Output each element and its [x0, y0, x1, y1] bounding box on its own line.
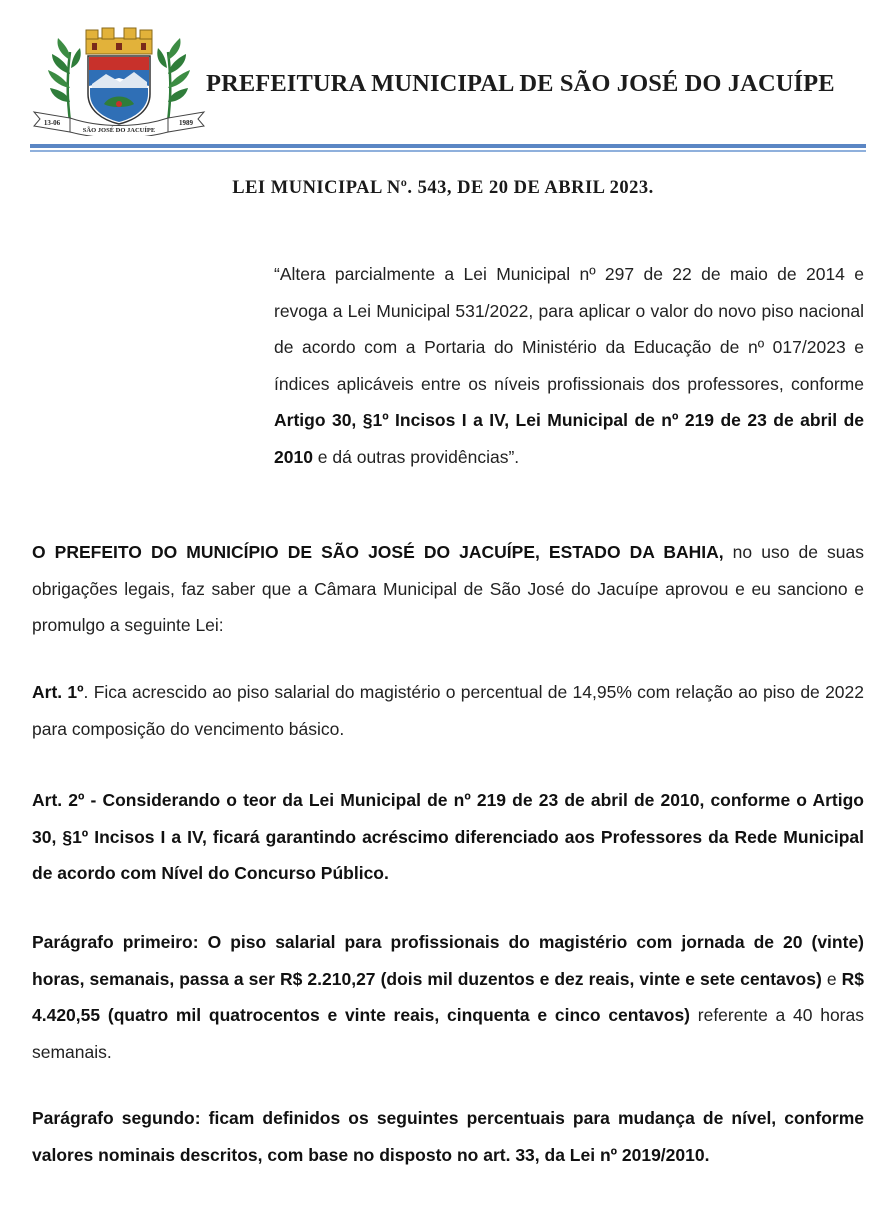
left-plant-icon: [48, 38, 81, 122]
ribbon-left-text: 13-06: [43, 119, 61, 127]
header-divider: [30, 144, 866, 148]
article-1: [32, 674, 864, 747]
ribbon-center-text: SÃO JOSÉ DO JACUÍPE: [82, 127, 156, 134]
law-title: LEI MUNICIPAL Nº. 543, DE 20 DE ABRIL 2023.: [232, 178, 654, 198]
shield-icon: [88, 56, 150, 124]
law-summary-reference: Artigo 30, §1º Incisos I a IV, Lei Municipal de nº 219 de 23 de abril de 2010: [274, 410, 864, 467]
preamble-paragraph: [32, 534, 864, 644]
article-1-label: Art. 1º: [32, 682, 84, 702]
ribbon-right-text: 1989: [179, 119, 193, 127]
paragraph-first-connector: e: [821, 968, 842, 989]
paragraph-second-text: Parágrafo segundo: ficam definidos os seguintes percentuais para mudança de nível, conforme valores nominais descritos, com base no disposto no art. 33, da Lei nº 2019/2010.: [32, 1108, 864, 1165]
article-2: [32, 782, 864, 892]
header-divider-thin: [30, 150, 866, 152]
organization-name: PREFEITURA MUNICIPAL DE SÃO JOSÉ DO JACUÍPE: [206, 70, 835, 97]
right-plant-icon: [157, 38, 190, 122]
paragraph-second: [32, 1100, 864, 1173]
paragraph-first-ending: referente a 40 horas semanais.: [32, 1005, 864, 1062]
law-summary: [274, 256, 864, 475]
article-1-text: . Fica acrescido ao piso salarial do magistério o percentual de 14,95% com relação ao piso de 2022 para composição do vencimento básico.: [32, 682, 864, 739]
law-summary-text: “Altera parcialmente a Lei Municipal nº 297 de 22 de maio de 2014 e revoga a Lei Municipal 531/2022, para aplicar o valor do novo piso nacional de acordo com a Portaria do Ministério da Educação de nº 017/2023 e índices aplicáveis entre os níveis profissionais dos professores, conforme: [274, 264, 864, 394]
paragraph-first: [32, 924, 864, 1070]
paragraph-first-bold-value: R$ 4.420,55 (quatro mil quatrocentos e vinte reais, cinquenta e cinco centavos): [32, 968, 864, 1025]
paragraph-first-bold: Parágrafo primeiro: O piso salarial para profissionais do magistério com jornada de 20 (vinte) horas, semanais, passa a ser R$ 2.210,27 (dois mil duzentos e dez reais, vinte e sete centavos): [32, 932, 864, 989]
document-header: [0, 0, 886, 150]
municipal-coat-of-arms-icon: [30, 24, 208, 136]
preamble-text: no uso de suas obrigações legais, faz saber que a Câmara Municipal de São José do Jacuípe aprovou e eu sanciono e promulgo a seguinte Lei:: [32, 542, 865, 635]
preamble-authority: O PREFEITO DO MUNICÍPIO DE SÃO JOSÉ DO JACUÍPE, ESTADO DA BAHIA,: [32, 542, 724, 562]
law-summary-ending: e dá outras providências”.: [312, 446, 520, 467]
article-2-text: Art. 2º - Considerando o teor da Lei Municipal de nº 219 de 23 de abril de 2010, conforme o Artigo 30, §1º Incisos I a IV, ficará garantindo acréscimo diferenciado aos Professores da Rede Municipal de acordo com Nível do Concurso Público.: [32, 790, 864, 883]
mural-crown-icon: [86, 28, 152, 54]
